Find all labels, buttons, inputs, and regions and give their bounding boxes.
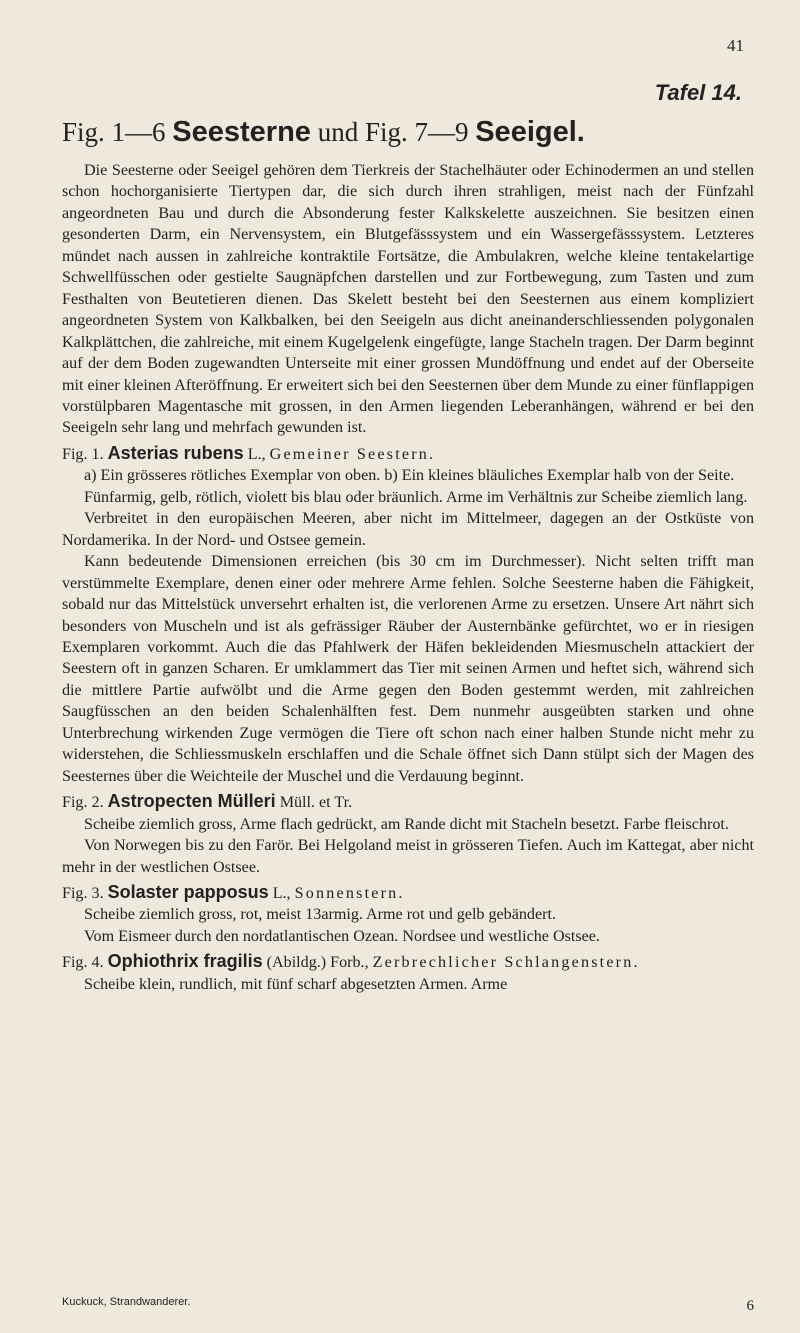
fig1-paragraph-3: Verbreitet in den europäischen Meeren, aber nicht im Mittelmeer, dagegen an der Ostküste von Nordamerika. In der Nord- und Ostsee gemein. — [62, 510, 754, 549]
footer-signature: Kuckuck, Strandwanderer. — [62, 1296, 191, 1308]
fig4-common-name: Zerbrechlicher Schlangenstern. — [372, 954, 640, 972]
fig3-author: L., — [272, 884, 291, 902]
heading-fig-range-a: Fig. 1—6 — [62, 117, 166, 147]
fig3-paragraph-2: Vom Eismeer durch den nordatlantischen Ozean. Nordsee und westliche Ostsee. — [84, 927, 600, 945]
intro-paragraph: Die Seesterne oder Seeigel gehören dem Tierkreis der Stachelhäuter oder Echinodermen an und stellen schon hochorganisierte Tiertypen dar, die sich durch ihren strahligen, meist nach der Fünfzahl angeordneten Bau und durch die Absonderung fester Kalkskelette auszeichnen. Sie besitzen einen gesonderten Darm, ein Nervensystem, ein Blutgefässsystem und ein Wassergefässsystem. Letzteres mündet nach aussen in zahlreiche kontraktile Fortsätze, die Ambulakren, welche kleine tentakelartige Schwellfüsschen oder gestielte Saugnäpfchen darstellen und zur Fortbewegung, zum Tasten und zum Festhalten von Beutetieren dienen. Das Skelett besteht bei den Seesternen aus einem kompliziert angeordneten System von Kalkbalken, bei den Seeigeln aus dicht aneinanderschliessenden polygonalen Kalkplättchen, die zahlreiche, mit einem Kugelgelenk eingefügte, lange Stacheln tragen. Der Darm beginnt auf der dem Boden zugewandten Unterseite mit einer grossen Mundöffnung und endet auf der Oberseite mit einer kleinen Afteröffnung. Er erweitert sich bei den Seesternen über dem Munde zu einer fünflappigen vorstülpbaren Magentasche mit grossen, in den Armen liegenden Leberanhängen, während er bei den Seeigeln sehr lang und mehrfach gewunden ist. — [62, 162, 754, 437]
heading-title-seeigel: Seeigel. — [475, 116, 585, 148]
fig1-label: Fig. 1. — [62, 445, 104, 463]
fig4-species: Ophiothrix fragilis — [107, 951, 263, 972]
fig2-species: Astropecten Mülleri — [107, 791, 276, 812]
fig1-paragraph-1: a) Ein grösseres rötliches Exemplar von oben. b) Ein kleines bläuliches Exemplar halb von der Seite. — [84, 467, 735, 485]
heading-und: und — [317, 117, 359, 147]
fig3-heading — [62, 882, 754, 904]
fig1-heading — [62, 443, 754, 465]
footer-sheet-number: 6 — [746, 1298, 754, 1314]
fig3-label: Fig. 3. — [62, 884, 104, 902]
fig2-label: Fig. 2. — [62, 794, 104, 812]
fig2-paragraph-1: Scheibe ziemlich gross, Arme flach gedrückt, am Rande dicht mit Stacheln besetzt. Farbe fleischrot. — [84, 815, 729, 833]
plate-label: Tafel 14. — [654, 80, 742, 105]
fig4-heading — [62, 951, 754, 973]
fig4-author: (Abildg.) Forb., — [266, 954, 369, 972]
fig1-paragraph-4: Kann bedeutende Dimensionen erreichen (bis 30 cm im Durchmesser). Nicht selten trifft man verstümmelte Exemplare, denen einer oder mehrere Arme fehlen. Solche Seesterne haben die Fähigkeit, sobald nur das Mittelstück unversehrt erhalten ist, die verlorenen Arme zu ersetzen. Unsere Art nährt sich besonders von Muscheln und ist als gefrässiger Räuber der Austernbänke gefürchtet, wo er in riesigen Exemplaren vorkommt. Auch die das Pfahlwerk der Häfen bekleidenden Miesmuscheln attackiert der Seestern oft in ganzen Scharen. Er umklammert das Tier mit seinen Armen und heftet sich, während sich die mittlere Partie aufwölbt und die Arme gegen den Boden gestemmt werden, mit zahlreichen Saugfüsschen an den beiden Schalenhälften fest. Dem nunmehr ausgeübten starken und ohne Unterbrechung wirkenden Zuge vermögen die Tiere oft schon nach einer halben Stunde nicht mehr zu widerstehen, die Schliessmuskeln erschlaffen und die Schale öffnet sich Dann stülpt sich der Magen des Seesternes über die Weichteile der Muschel und die Verdauung beginnt. — [62, 553, 754, 785]
fig1-common-name: Gemeiner Seestern. — [269, 445, 436, 463]
body-text — [62, 160, 754, 995]
fig4-paragraph-1: Scheibe klein, rundlich, mit fünf scharf abgesetzten Armen. Arme — [84, 975, 508, 993]
section-heading — [62, 116, 752, 149]
heading-fig-range-b: Fig. 7—9 — [364, 117, 469, 147]
fig2-author: Müll. et Tr. — [279, 794, 353, 812]
fig2-heading — [62, 791, 754, 813]
fig3-common-name: Sonnenstern. — [294, 884, 405, 902]
heading-title-seesterne: Seesterne — [172, 116, 311, 148]
fig3-paragraph-1: Scheibe ziemlich gross, rot, meist 13armig. Arme rot und gelb gebändert. — [84, 906, 556, 924]
fig1-paragraph-2: Fünfarmig, gelb, rötlich, violett bis blau oder bräunlich. Arme im Verhältnis zur Scheibe ziemlich lang. — [84, 488, 748, 506]
fig1-species: Asterias rubens — [107, 442, 244, 463]
fig3-species: Solaster papposus — [107, 881, 269, 902]
fig2-paragraph-2: Von Norwegen bis zu den Farör. Bei Helgoland meist in grösseren Tiefen. Auch im Kattegat, aber nicht mehr in der westlichen Ostsee. — [62, 837, 754, 876]
page-number: 41 — [727, 36, 744, 55]
fig1-author: L., — [247, 445, 266, 463]
page-footer — [62, 1296, 754, 1314]
fig4-label: Fig. 4. — [62, 954, 104, 972]
